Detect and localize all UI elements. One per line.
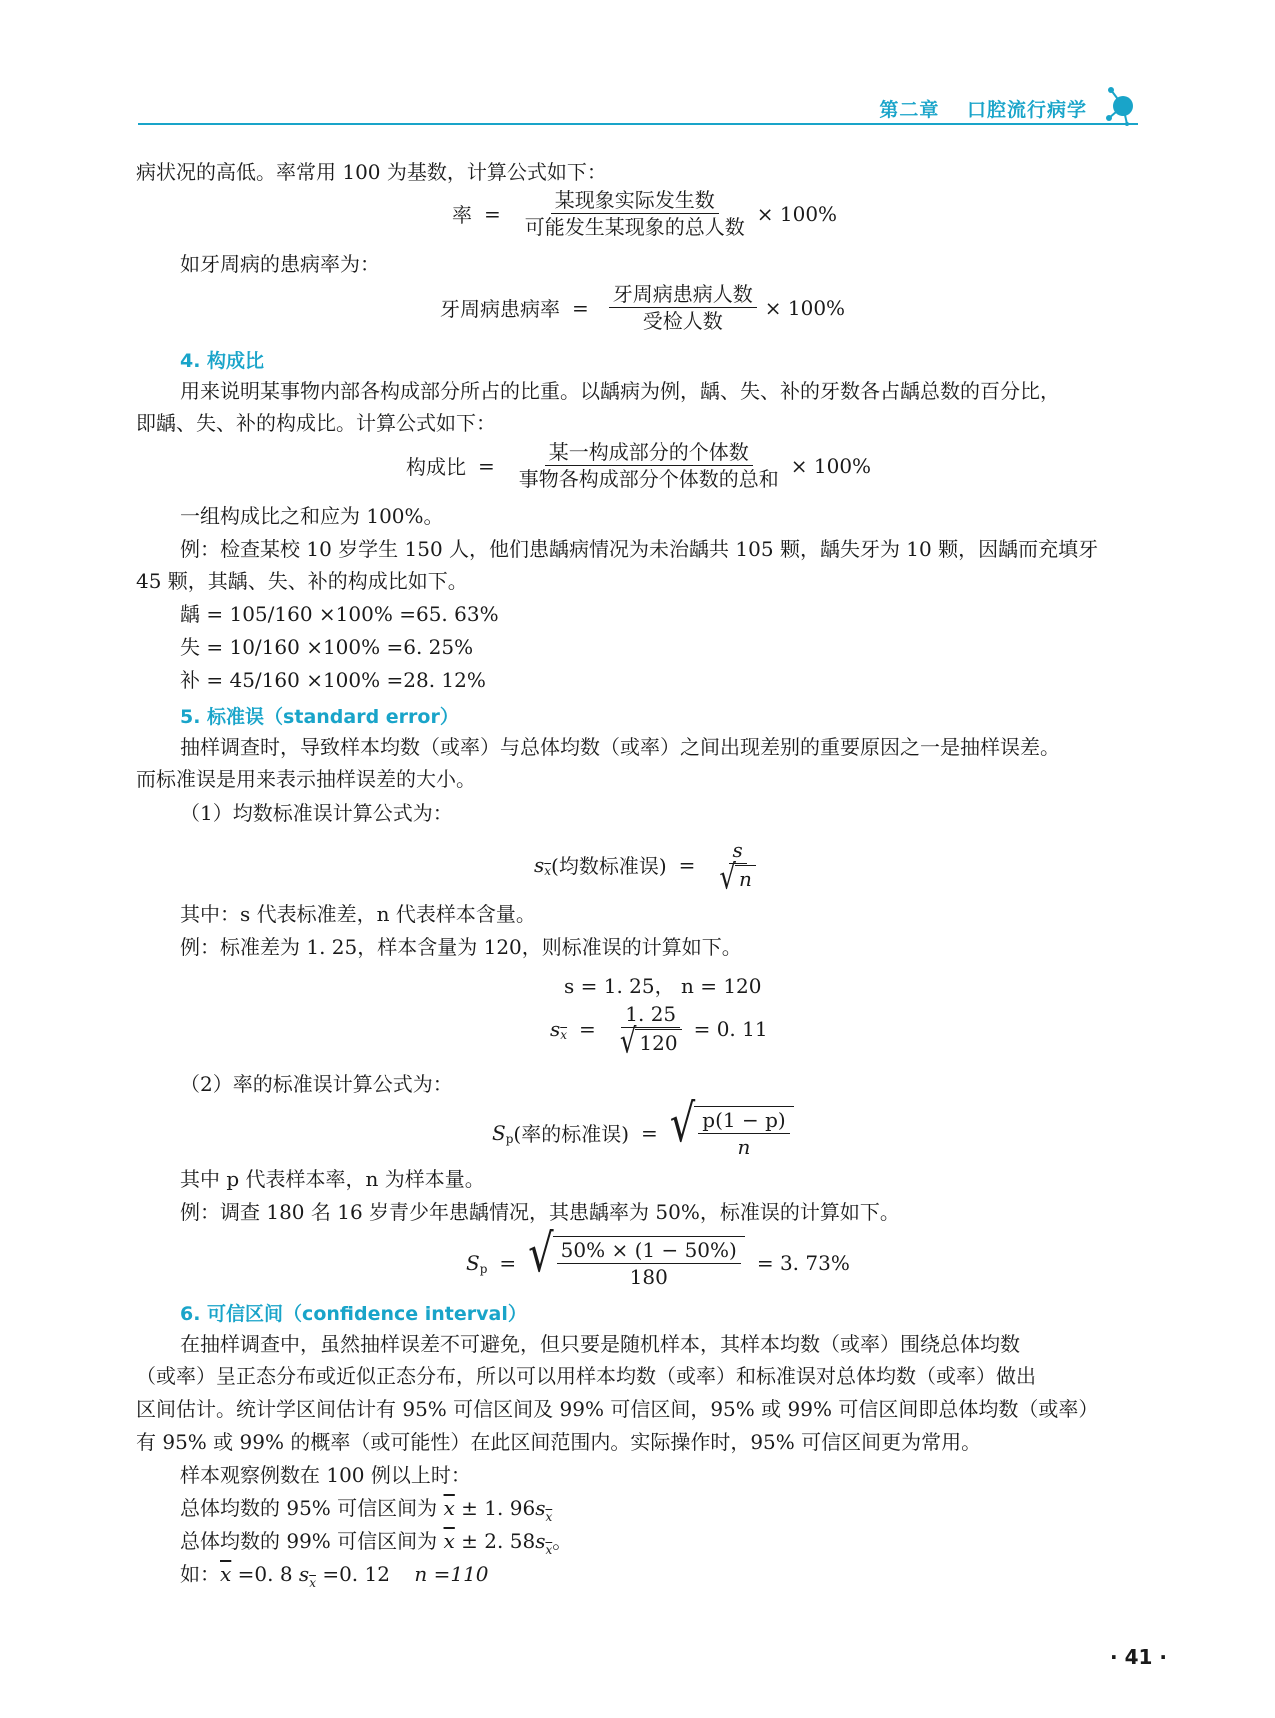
- numerator: s: [729, 838, 747, 864]
- confidence-interval-95: [180, 1497, 1188, 1522]
- symbol-xbar: $\overline{x}$: [443, 1529, 455, 1553]
- paragraph: （或率）呈正态分布或近似正态分布，所以可以用样本均数（或率）和标准误对总体均数（或率）做出: [136, 1364, 1036, 1388]
- symbol-S: S: [466, 1250, 480, 1275]
- square-root: √ n: [719, 865, 755, 891]
- formula-tail: × 100%: [790, 453, 872, 478]
- denominator: 受检人数: [642, 309, 723, 333]
- section-heading: 4. 构成比: [180, 350, 265, 372]
- symbol-s: s: [535, 1529, 546, 1553]
- mean-standard-error-example: [550, 1002, 768, 1062]
- numerator: 某现象实际发生数: [551, 188, 719, 214]
- paragraph: 区间估计。统计学区间估计有 95% 可信区间及 99% 可信区间，95% 或 99% 可信区间即总体均数（或率）: [136, 1397, 1099, 1421]
- example-prefix: 如：: [180, 1562, 220, 1586]
- equals-sign: =: [678, 852, 696, 877]
- denominator: [715, 858, 759, 898]
- sample-size: n =110: [414, 1562, 489, 1586]
- calc-line: 龋 = 105/160 ×100% =65. 63%: [180, 602, 499, 626]
- se-value: =0. 12: [322, 1562, 390, 1586]
- paragraph: 抽样调查时，导致样本均数（或率）与总体均数（或率）之间出现差别的重要原因之一是抽样误差。: [180, 735, 1060, 759]
- molecule-logo-icon: [1103, 86, 1143, 126]
- denominator: 事物各构成部分个体数的总和: [518, 467, 779, 491]
- denominator: 可能发生某现象的总人数: [524, 215, 745, 239]
- fraction: [698, 1108, 789, 1159]
- subscript-p: p: [479, 1261, 488, 1276]
- ci-formula: ± 1. 96: [461, 1496, 536, 1520]
- paragraph: 例：检查某校 10 岁学生 150 人，他们患龋病情况为未治龋共 105 颗，龋失牙为 10 颗，因龋而充填牙: [180, 537, 1099, 561]
- fraction: [521, 188, 749, 239]
- symbol-s: s: [298, 1562, 310, 1586]
- periodontal-rate-formula: [440, 282, 845, 333]
- symbol-s: s: [550, 1016, 561, 1041]
- formula-lhs: 牙周病患病率: [440, 297, 560, 321]
- header-chapter-title: 口腔流行病学: [966, 99, 1087, 121]
- fraction: [609, 282, 757, 333]
- paragraph: （1）均数标准误计算公式为：: [180, 801, 453, 825]
- paragraph: 其中：s 代表标准差，n 代表样本含量。: [180, 902, 536, 926]
- ci-label: 总体均数的 99% 可信区间为: [180, 1529, 438, 1553]
- section-heading: 6. 可信区间（confidence interval）: [180, 1303, 527, 1325]
- confidence-interval-99: [180, 1530, 1188, 1555]
- paragraph: 在抽样调查中，虽然抽样误差不可避免，但只要是随机样本，其样本均数（或率）围绕总体均数: [180, 1332, 1020, 1356]
- fraction: [715, 838, 759, 898]
- formula-tail: × 100%: [764, 295, 846, 320]
- paragraph: 即龋、失、补的构成比。计算公式如下：: [136, 411, 496, 435]
- subscript-xbar: $\overline{x}$: [544, 863, 552, 878]
- ci-formula: ± 2. 58: [461, 1529, 536, 1553]
- fraction: [557, 1238, 741, 1289]
- period: 。: [552, 1529, 573, 1553]
- symbol-xbar: $\overline{x}$: [443, 1496, 455, 1520]
- equals-sign: =: [478, 453, 495, 478]
- header-chapter: 第二章: [879, 99, 940, 121]
- page-number: · 41 ·: [1110, 1645, 1167, 1669]
- subscript-xbar: x: [309, 1576, 316, 1590]
- paragraph: 如牙周病的患病率为：: [180, 252, 380, 276]
- denominator: [616, 1022, 686, 1062]
- paragraph: 其中 p 代表样本率，n 为样本量。: [180, 1167, 485, 1191]
- header-title: [859, 95, 1087, 122]
- square-root: √ $\frac{50\% \times (1 - 50\%)}{180}$: [528, 1236, 745, 1289]
- formula-label: (率的标准误): [513, 1122, 629, 1146]
- paragraph: 而标准误是用来表示抽样误差的大小。: [136, 767, 476, 791]
- subscript-p: p: [505, 1131, 514, 1146]
- mean-value: =0. 8: [237, 1562, 293, 1586]
- formula-result: = 0. 11: [693, 1016, 768, 1041]
- subscript-xbar: x: [545, 1543, 553, 1557]
- example-values: s = 1. 25， n = 120: [564, 974, 762, 998]
- equals-sign: =: [579, 1016, 596, 1041]
- composition-ratio-formula: [406, 440, 871, 491]
- paragraph: 45 颗，其龋、失、补的构成比如下。: [136, 569, 468, 593]
- formula-label: (均数标准误): [551, 854, 667, 878]
- square-root: √ $\frac{p(1 - p)}{n}$: [670, 1106, 794, 1159]
- fraction: [515, 440, 783, 491]
- calc-line: 失 = 10/160 ×100% =6. 25%: [180, 635, 474, 659]
- formula-tail: × 100%: [756, 201, 838, 226]
- formula-result: = 3. 73%: [756, 1250, 850, 1275]
- ci-label: 总体均数的 95% 可信区间为: [180, 1496, 438, 1520]
- numerator: 牙周病患病人数: [609, 282, 757, 308]
- numerator: p(1 − p): [698, 1108, 789, 1134]
- fraction: [616, 1002, 686, 1062]
- symbol-S: S: [492, 1120, 506, 1145]
- equals-sign: =: [499, 1250, 517, 1275]
- paragraph: 病状况的高低。率常用 100 为基数，计算公式如下：: [136, 160, 607, 184]
- header-rule: [138, 123, 1138, 125]
- symbol-xbar: $\overline{x}$: [220, 1562, 232, 1586]
- example-line: [180, 1563, 1188, 1588]
- equals-sign: =: [641, 1120, 658, 1145]
- formula-lhs: 构成比: [406, 455, 466, 479]
- denominator: 180: [629, 1265, 668, 1289]
- symbol-s: s: [534, 852, 545, 877]
- square-root: √ 120: [620, 1029, 682, 1055]
- numerator: 1. 25: [621, 1002, 680, 1028]
- paragraph: 有 95% 或 99% 的概率（或可能性）在此区间范围内。实际操作时，95% 可信区间更为常用。: [136, 1430, 982, 1454]
- rate-standard-error-example: [466, 1224, 850, 1289]
- symbol-s: s: [535, 1496, 546, 1520]
- paragraph: 样本观察例数在 100 例以上时：: [180, 1463, 471, 1487]
- section-heading: 5. 标准误（standard error）: [180, 706, 459, 728]
- numerator: 某一构成部分的个体数: [545, 440, 753, 466]
- paragraph: （2）率的标准误计算公式为：: [180, 1072, 453, 1096]
- paragraph: 用来说明某事物内部各构成部分所占的比重。以龋病为例，龋、失、补的牙数各占龋总数的百分比，: [180, 379, 1060, 403]
- mean-standard-error-formula: [534, 838, 768, 898]
- formula-lhs: 率: [452, 203, 472, 227]
- paragraph: 一组构成比之和应为 100%。: [180, 504, 444, 528]
- equals-sign: =: [572, 295, 589, 320]
- denominator: n: [737, 1135, 751, 1159]
- rate-standard-error-formula: [492, 1094, 794, 1159]
- equals-sign: =: [484, 201, 501, 226]
- calc-line: 补 = 45/160 ×100% =28. 12%: [180, 668, 486, 692]
- subscript-xbar: x: [545, 1510, 553, 1524]
- rate-formula: [452, 188, 837, 239]
- subscript-xbar: $\overline{x}$: [560, 1027, 568, 1042]
- numerator: 50% × (1 − 50%): [557, 1238, 741, 1264]
- paragraph: 例：标准差为 1. 25，样本含量为 120，则标准误的计算如下。: [180, 935, 742, 959]
- running-header: [138, 86, 1143, 126]
- paragraph: 例：调查 180 名 16 岁青少年患龋情况，其患龋率为 50%，标准误的计算如下。: [180, 1200, 900, 1224]
